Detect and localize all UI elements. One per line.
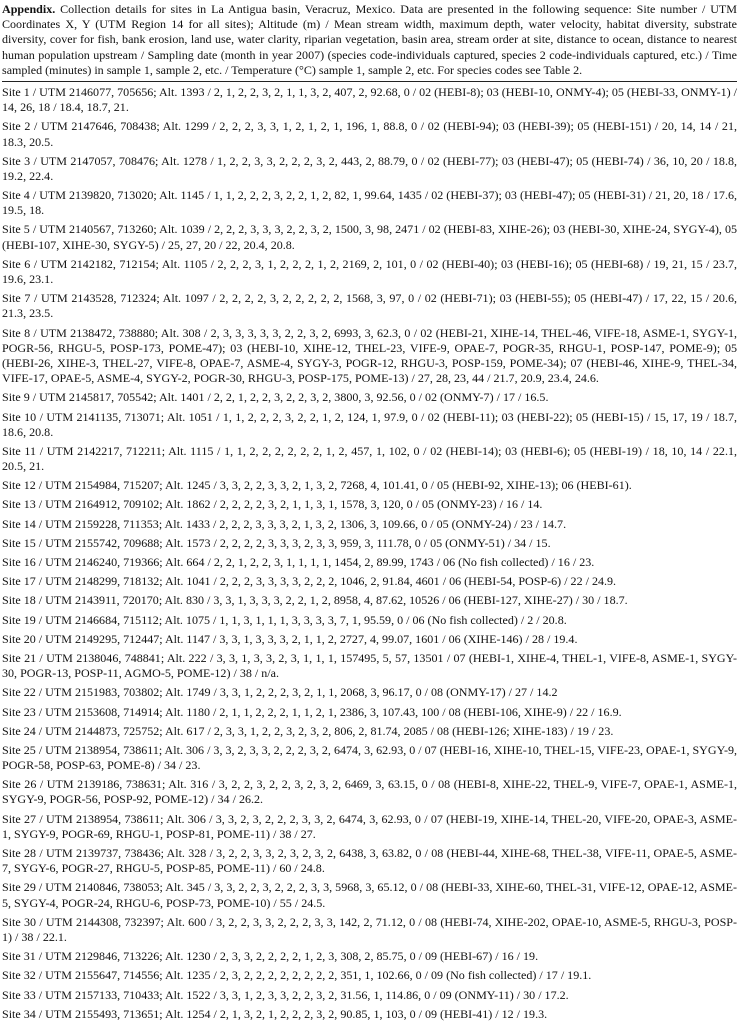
site-list bbox=[2, 85, 737, 1022]
site-entry: Site 6 / UTM 2142182, 712154; Alt. 1105 / 2, 2, 2, 3, 1, 2, 2, 2, 1, 2, 2169, 2, 101, 0 / 02 (HEBI-40); 03 (HEBI-16); 05 (HEBI-68) / 19, 21, 15 / 23.7, 19.6, 23.1. bbox=[2, 256, 737, 286]
site-entry: Site 20 / UTM 2149295, 712447; Alt. 1147 / 3, 3, 1, 3, 3, 3, 2, 1, 1, 2, 2727, 4, 99.07, 1601 / 06 (XIHE-146) / 28 / 19.4. bbox=[2, 631, 578, 646]
appendix-label: Appendix. bbox=[2, 2, 56, 16]
site-entry: Site 1 / UTM 2146077, 705656; Alt. 1393 / 2, 1, 2, 2, 3, 2, 1, 1, 3, 2, 407, 2, 92.68, 0 / 02 (HEBI-8); 03 (HEBI-10, ONMY-4); 05 (HEBI-33, ONMY-1) / 14, 26, 18 / 18.4, 18.7, 21. bbox=[2, 84, 737, 115]
site-entry: Site 23 / UTM 2153608, 714914; Alt. 1180 / 2, 1, 1, 2, 2, 2, 1, 1, 2, 1, 2386, 3, 107.43, 100 / 08 (HEBI-106, XIHE-9) / 22 / 16.9. bbox=[2, 704, 622, 719]
site-entry: Site 19 / UTM 2146684, 715112; Alt. 1075 / 1, 1, 3, 1, 1, 1, 3, 3, 3, 3, 7, 1, 95.59, 0 / 06 (No fish collected) / 2 / 20.8. bbox=[2, 612, 567, 627]
site-entry: Site 10 / UTM 2141135, 713071; Alt. 1051 / 1, 1, 2, 2, 2, 3, 2, 2, 1, 2, 124, 1, 97.9, 0 / 02 (HEBI-11); 03 (HEBI-22); 05 (HEBI-15) / 15, 17, 19 / 18.7, 18.6, 20.8. bbox=[2, 409, 737, 439]
site-entry: Site 33 / UTM 2157133, 710433; Alt. 1522 / 3, 3, 1, 2, 3, 3, 2, 2, 3, 2, 31.56, 1, 114.86, 0 / 09 (ONMY-11) / 30 / 17.2. bbox=[2, 987, 569, 1002]
site-entry: Site 26 / UTM 2139186, 738631; Alt. 316 / 3, 2, 2, 3, 2, 2, 3, 2, 3, 2, 6469, 3, 63.15, 0 / 08 (HEBI-8, XIHE-22, THEL-9, VIFE-7, OPAE-1, ASME-1, SYGY-9, POGR-56, POSP-92, POME-12) / 34 / 26.2. bbox=[2, 777, 737, 807]
site-entry: Site 14 / UTM 2159228, 711353; Alt. 1433 / 2, 2, 2, 3, 3, 3, 2, 1, 3, 2, 1306, 3, 109.66, 0 / 05 (ONMY-24) / 23 / 14.7. bbox=[2, 516, 567, 531]
site-entry: Site 27 / UTM 2138954, 738611; Alt. 306 / 3, 3, 2, 3, 2, 2, 2, 3, 3, 2, 6474, 3, 62.93, 0 / 07 (HEBI-19, XIHE-14, THEL-20, VIFE-20, OPAE-3, ASME-1, SYGY-9, POGR-69, RHGU-1, POSP-81, POME-11) / 38 / 27. bbox=[2, 811, 737, 841]
site-entry: Site 30 / UTM 2144308, 732397; Alt. 600 / 3, 2, 2, 3, 3, 2, 2, 2, 3, 3, 142, 2, 71.12, 0 / 08 (HEBI-74, XIHE-202, OPAE-10, ASME-5, RHGU-3, POSP-1) / 38 / 22.1. bbox=[2, 914, 737, 944]
site-entry: Site 3 / UTM 2147057, 708476; Alt. 1278 / 1, 2, 2, 3, 3, 2, 2, 2, 3, 2, 443, 2, 88.79, 0 / 02 (HEBI-77); 03 (HEBI-47); 05 (HEBI-74) / 36, 10, 20 / 18.8, 19.2, 22.4. bbox=[2, 153, 737, 183]
site-entry: Site 9 / UTM 2145817, 705542; Alt. 1401 / 2, 2, 1, 2, 2, 3, 2, 2, 3, 2, 3800, 3, 92.56, 0 / 02 (ONMY-7) / 17 / 16.5. bbox=[2, 390, 549, 405]
site-entry: Site 24 / UTM 2144873, 725752; Alt. 617 / 2, 3, 3, 1, 2, 2, 3, 2, 3, 2, 806, 2, 81.74, 2085 / 08 (HEBI-126; XIHE-183) / 19 / 23. bbox=[2, 723, 614, 738]
site-entry: Site 11 / UTM 2142217, 712211; Alt. 1115 / 1, 1, 2, 2, 2, 2, 2, 2, 1, 2, 457, 1, 102, 0 / 02 (HEBI-14); 03 (HEBI-6); 05 (HEBI-19) / 18, 10, 14 / 22.1, 20.5, 21. bbox=[2, 443, 737, 474]
site-entry: Site 18 / UTM 2143911, 720170; Alt. 830 / 3, 3, 1, 3, 3, 3, 2, 2, 1, 2, 8958, 4, 87.62, 10526 / 06 (HEBI-127, XIHE-27) / 30 / 18.7. bbox=[2, 593, 628, 608]
appendix-caption bbox=[2, 2, 737, 78]
site-entry: Site 4 / UTM 2139820, 713020; Alt. 1145 / 1, 1, 2, 2, 2, 3, 2, 2, 1, 2, 82, 1, 99.64, 1435 / 02 (HEBI-37); 03 (HEBI-47); 05 (HEBI-31) / 21, 20, 18 / 17.6, 19.5, 18. bbox=[2, 188, 737, 218]
site-entry: Site 25 / UTM 2138954, 738611; Alt. 306 / 3, 3, 2, 3, 3, 2, 2, 2, 3, 2, 6474, 3, 62.93, 0 / 07 (HEBI-16, XIHE-10, THEL-15, VIFE-23, OPAE-1, SYGY-9, POGR-58, POSP-63, POME-8) / 34 / 23. bbox=[2, 742, 737, 773]
site-entry: Site 13 / UTM 2164912, 709102; Alt. 1862 / 2, 2, 2, 2, 3, 2, 1, 1, 3, 1, 1578, 3, 120, 0 / 05 (ONMY-23) / 16 / 14. bbox=[2, 497, 543, 512]
site-entry: Site 28 / UTM 2139737, 738436; Alt. 328 / 3, 2, 2, 3, 3, 2, 3, 2, 3, 2, 6438, 3, 63.82, 0 / 08 (HEBI-44, XIHE-68, THEL-38, VIFE-11, OPAE-5, ASME-7, SYGY-6, POGR-27, RHGU-5, POSP-85, POME-11) / 60 / 24.8. bbox=[2, 846, 737, 876]
site-entry: Site 5 / UTM 2140567, 713260; Alt. 1039 / 2, 2, 2, 3, 3, 3, 2, 2, 3, 2, 1500, 3, 98, 2471 / 02 (HEBI-83, XIHE-26); 03 (HEBI-30, XIHE-24, SYGY-4), 05 (HEBI-107, XIHE-30, SYGY-5) / 25, 27, 20 / 22, 20.4, 20.8. bbox=[2, 222, 737, 252]
header-rule bbox=[2, 81, 737, 82]
site-entry: Site 34 / UTM 2155493, 713651; Alt. 1254 / 2, 1, 3, 2, 1, 2, 2, 2, 3, 2, 90.85, 1, 103, 0 / 09 (HEBI-41) / 12 / 19.3. bbox=[2, 1006, 548, 1021]
site-entry: Site 12 / UTM 2154984, 715207; Alt. 1245 / 3, 3, 2, 2, 3, 3, 2, 1, 3, 2, 7268, 4, 101.41, 0 / 05 (HEBI-92, XIHE-13); 06 (HEBI-61). bbox=[2, 478, 632, 493]
site-entry: Site 15 / UTM 2155742, 709688; Alt. 1573 / 2, 2, 2, 2, 3, 3, 3, 2, 3, 3, 959, 3, 111.78, 0 / 05 (ONMY-51) / 34 / 15. bbox=[2, 535, 551, 550]
site-entry: Site 16 / UTM 2146240, 719366; Alt. 664 / 2, 2, 1, 2, 2, 3, 1, 1, 1, 1, 1454, 2, 89.99, 1743 / 06 (No fish collected) / 16 / 23. bbox=[2, 555, 595, 569]
site-entry: Site 21 / UTM 2138046, 748841; Alt. 222 / 3, 3, 1, 3, 3, 2, 3, 1, 1, 1, 157495, 5, 57, 13501 / 07 (HEBI-1, XIHE-4, THEL-1, VIFE-8, ASME-1, SYGY-30, POGR-13, POSP-11, AGMO-5, POME-12) / 38 / n/a. bbox=[2, 650, 737, 681]
site-entry: Site 29 / UTM 2140846, 738053; Alt. 345 / 3, 3, 2, 2, 3, 2, 2, 2, 3, 3, 5968, 3, 65.12, 0 / 08 (HEBI-33, XIHE-60, THEL-31, VIFE-12, OPAE-12, ASME-5, SYGY-4, POGR-24, RHGU-6, POSP-73, POME-10) / 55 / 24.5. bbox=[2, 880, 737, 910]
site-entry: Site 31 / UTM 2129846, 713226; Alt. 1230 / 2, 3, 3, 2, 2, 2, 2, 1, 2, 3, 308, 2, 85.75, 0 / 09 (HEBI-67) / 16 / 19. bbox=[2, 949, 539, 964]
site-entry: Site 22 / UTM 2151983, 703802; Alt. 1749 / 3, 3, 1, 2, 2, 2, 3, 2, 1, 1, 2068, 3, 96.17, 0 / 08 (ONMY-17) / 27 / 14.2 bbox=[2, 685, 558, 700]
site-entry: Site 32 / UTM 2155647, 714556; Alt. 1235 / 2, 3, 2, 2, 2, 2, 2, 2, 2, 2, 351, 1, 102.66, 0 / 09 (No fish collected) / 17 / 19.1. bbox=[2, 968, 592, 983]
site-entry: Site 17 / UTM 2148299, 718132; Alt. 1041 / 2, 2, 2, 3, 3, 3, 3, 2, 2, 2, 1046, 2, 91.84, 4601 / 06 (HEBI-54, POSP-6) / 22 / 24.9. bbox=[2, 574, 617, 589]
appendix-description: Collection details for sites in La Antigua basin, Veracruz, Mexico. Data are presented in the following sequence: Site number / UTM Coordinates X, Y (UTM Region 14 for all sites); Altitude (m) / Mean stream width, maximum depth, water velocity, habitat diversity, substrate diversity, cover for fish, bank erosion, land use, water clarity, riparian vegetation, basin area, stream order at site, distance to ocean, distance to nearest human population upstream / Sampling date (month in year 2007) (species code-individuals captured, species 2 code-individuals captured, etc.) / Time sampled (minutes) in sample 1, sample 2, etc. / Temperature (°C) sample 1, sample 2, etc. For species codes see Table 2. bbox=[2, 2, 737, 77]
site-entry: Site 7 / UTM 2143528, 712324; Alt. 1097 / 2, 2, 2, 2, 3, 2, 2, 2, 2, 2, 1568, 3, 97, 0 / 02 (HEBI-71); 03 (HEBI-55); 05 (HEBI-47) / 17, 22, 15 / 20.6, 21.3, 23.5. bbox=[2, 291, 737, 321]
site-entry: Site 2 / UTM 2147646, 708438; Alt. 1299 / 2, 2, 2, 3, 3, 1, 2, 1, 2, 1, 196, 1, 88.8, 0 / 02 (HEBI-94); 03 (HEBI-39); 05 (HEBI-151) / 20, 14, 14 / 21, 18.3, 20.5. bbox=[2, 119, 737, 149]
site-entry: Site 8 / UTM 2138472, 738880; Alt. 308 / 2, 3, 3, 3, 3, 3, 2, 2, 3, 2, 6993, 3, 62.3, 0 / 02 (HEBI-21, XIHE-14, THEL-46, VIFE-18, ASME-1, SYGY-1, POGR-56, RHGU-5, POSP-173, POME-47); 03 (HEBI-10, XIHE-12, THEL-23, VIFE-9, OPAE-7, POGR-35, RHGU-1, POSP-147, POME-9); 05 (HEBI-26, XIHE-3, THEL-27, VIFE-8, OPAE-7, ASME-4, SYGY-3, POGR-12, RHGU-3, POSP-159, POME-34); 07 (HEBI-46, XIHE-9, THEL-34, VIFE-17, OPAE-5, ASME-4, SYGY-2, POGR-30, RHGU-3, POSP-175, POME-13) / 27, 28, 23, 44 / 21.7, 20.9, 23.4, 24.6. bbox=[2, 325, 737, 386]
